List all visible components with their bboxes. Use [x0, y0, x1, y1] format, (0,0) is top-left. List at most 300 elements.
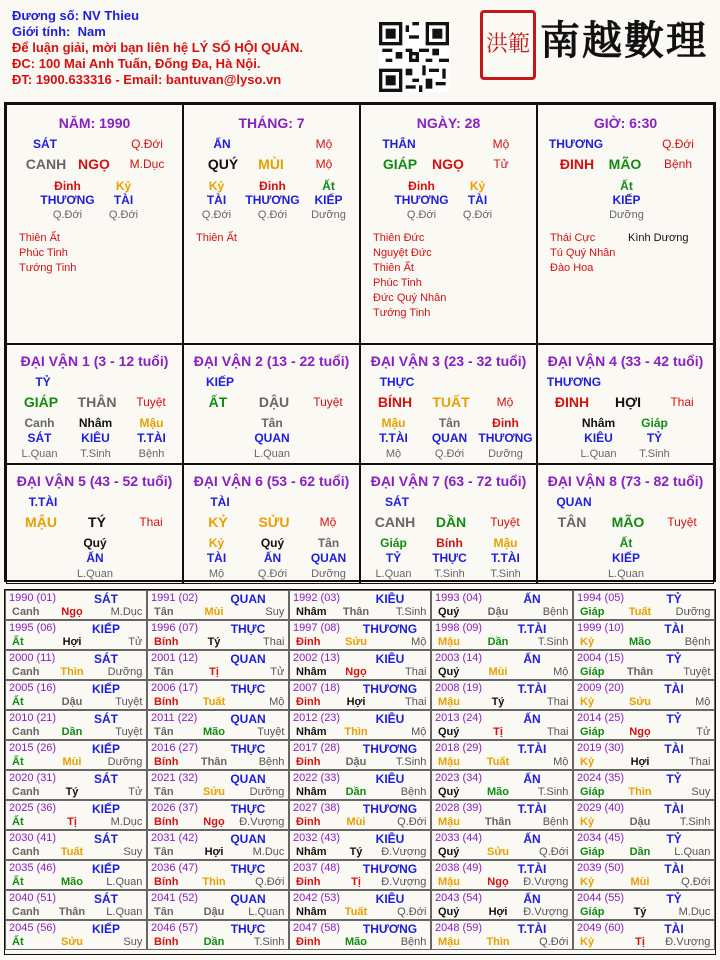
hidden-stage: Q.Đới — [108, 209, 139, 221]
year-cell[interactable] — [5, 740, 147, 770]
year-cell[interactable] — [289, 590, 431, 620]
year-branch: Tuất — [486, 756, 510, 768]
hidden-stage: T.Sinh — [639, 448, 670, 460]
year-stage: Tử — [128, 636, 143, 648]
dai-van-branch: MÃO — [611, 514, 645, 530]
year-branch: Mùi — [62, 756, 82, 768]
year-branch: Tý — [491, 696, 505, 708]
dai-van-stem: GIÁP — [23, 394, 59, 410]
year-stage: Dưỡng — [107, 756, 143, 768]
year-cell[interactable] — [147, 830, 289, 860]
year-branch: Hợi — [62, 636, 82, 648]
year-branch: Sửu — [202, 786, 226, 798]
year-branch: Ngọ — [629, 726, 651, 738]
year-stage: T.Sinh — [537, 636, 569, 648]
year-stem: Giáp — [580, 906, 605, 918]
dai-van-cell[interactable] — [6, 464, 183, 584]
year-branch: Sửu — [344, 636, 368, 648]
year-branch: Hợi — [488, 906, 508, 918]
year-god: THƯƠNG — [362, 622, 418, 636]
year-stem: Ất — [12, 636, 24, 648]
year-god: KIÊU — [375, 592, 405, 606]
year-cell[interactable] — [147, 770, 289, 800]
pillar-cell[interactable] — [6, 104, 183, 344]
dai-van-god: T.TÀI — [28, 495, 58, 509]
year-cell[interactable] — [5, 590, 147, 620]
year-cell[interactable] — [431, 680, 573, 710]
year-label: 1995 (06) — [9, 622, 57, 634]
qr-code-icon[interactable] — [379, 22, 449, 92]
year-cell[interactable] — [431, 800, 573, 830]
hidden-stage: T.Sinh — [434, 568, 465, 580]
year-stage: Thai — [404, 666, 427, 678]
pillar-cell[interactable] — [183, 104, 360, 344]
year-cell[interactable] — [431, 740, 573, 770]
year-label: 2048 (59) — [435, 922, 483, 934]
year-cell[interactable] — [289, 830, 431, 860]
year-label: 2033 (44) — [435, 832, 483, 844]
dai-van-cell[interactable] — [360, 464, 537, 584]
phone-email-line: ĐT: 1900.633316 - Email: bantuvan@lyso.vn — [12, 72, 282, 87]
year-label: 2028 (39) — [435, 802, 483, 814]
hidden-god: THỰC — [432, 551, 467, 565]
hidden-stem: Đinh — [54, 179, 81, 193]
dai-van-cell[interactable] — [537, 344, 714, 464]
year-label: 1996 (07) — [151, 622, 199, 634]
year-cell[interactable] — [147, 620, 289, 650]
year-branch: Tuất — [202, 696, 226, 708]
pillar-title: NĂM: 1990 — [58, 115, 131, 131]
year-cell[interactable] — [573, 680, 715, 710]
star-item: Thiên Ất — [196, 232, 237, 244]
year-god: T.TÀI — [517, 802, 547, 816]
year-stem: Nhâm — [296, 786, 327, 798]
year-branch: Hợi — [630, 756, 650, 768]
star-item: Kình Dương — [628, 232, 689, 244]
year-god: KIÊU — [375, 772, 405, 786]
year-cell[interactable] — [5, 920, 147, 950]
year-stem: Kỷ — [580, 756, 595, 768]
year-cell[interactable] — [147, 890, 289, 920]
hidden-god: KIẾP — [612, 193, 641, 207]
year-stage: Đ.Vượng — [239, 816, 285, 828]
year-cell[interactable] — [573, 710, 715, 740]
hidden-stage: L.Quan — [580, 448, 617, 460]
year-branch: Dần — [629, 846, 651, 858]
year-cell[interactable] — [289, 620, 431, 650]
year-stem: Bính — [154, 756, 179, 768]
dai-van-stem: ĐINH — [554, 394, 590, 410]
hidden-god: QUAN — [254, 431, 290, 445]
year-cell[interactable] — [5, 800, 147, 830]
year-stem: Kỷ — [580, 696, 595, 708]
year-cell[interactable] — [147, 590, 289, 620]
year-cell[interactable] — [573, 920, 715, 950]
hidden-stem: Giáp — [380, 536, 407, 550]
hidden-stage: Mộ — [208, 568, 225, 580]
year-branch: Dậu — [629, 816, 651, 828]
heavenly-stem: QUÝ — [207, 156, 239, 172]
star-item: Tướng Tinh — [19, 262, 77, 274]
year-cell[interactable] — [147, 860, 289, 890]
year-branch: Hợi — [346, 696, 366, 708]
dai-van-stem: MẬU — [25, 514, 57, 530]
dai-van-cell[interactable] — [360, 344, 537, 464]
year-branch: Tý — [349, 846, 363, 858]
year-label: 2006 (17) — [151, 682, 199, 694]
dai-van-stem: BÍNH — [377, 394, 413, 410]
year-cell[interactable] — [431, 590, 573, 620]
pillar-title: NGÀY: 28 — [416, 115, 481, 131]
pillar-stage: Mộ — [315, 137, 333, 151]
year-label: 2021 (32) — [151, 772, 199, 784]
year-cell[interactable] — [289, 650, 431, 680]
hidden-stem: Tân — [317, 536, 340, 550]
year-stem: Giáp — [580, 726, 605, 738]
year-label: 1994 (05) — [577, 592, 625, 604]
star-item: Tướng Tinh — [373, 307, 431, 319]
year-cell[interactable] — [147, 650, 289, 680]
year-stem: Mậu — [438, 876, 460, 888]
dai-van-stem: KỶ — [208, 514, 228, 530]
year-cell[interactable] — [147, 680, 289, 710]
year-cell[interactable] — [5, 890, 147, 920]
pillar-god: THÂN — [382, 137, 416, 151]
year-god: TÀI — [664, 682, 684, 696]
year-cell[interactable] — [147, 740, 289, 770]
year-stem: Mậu — [438, 756, 460, 768]
hidden-stem: Giáp — [641, 416, 668, 430]
year-stem: Giáp — [580, 666, 605, 678]
year-label: 2029 (40) — [577, 802, 625, 814]
year-cell[interactable] — [289, 800, 431, 830]
hidden-god: QUAN — [431, 431, 468, 445]
year-stem: Canh — [12, 786, 40, 798]
year-stage: Mộ — [269, 696, 285, 708]
year-cell[interactable] — [289, 890, 431, 920]
year-cell[interactable] — [5, 710, 147, 740]
year-stage: Dưỡng — [675, 606, 711, 618]
year-cell[interactable] — [573, 890, 715, 920]
dai-van-branch: TUẤT — [432, 394, 470, 410]
hidden-stem: Quý — [83, 536, 107, 550]
dai-van-cell[interactable] — [537, 464, 714, 584]
year-label: 2020 (31) — [9, 772, 57, 784]
year-stem: Canh — [12, 666, 40, 678]
heavenly-stem: GIÁP — [382, 156, 418, 172]
hidden-god: TÀI — [113, 193, 134, 207]
year-label: 2042 (53) — [293, 892, 341, 904]
year-god: KIẾP — [91, 922, 120, 936]
heavenly-stem: CANH — [25, 156, 67, 172]
year-label: 2011 (22) — [151, 712, 198, 724]
year-cell[interactable] — [573, 590, 715, 620]
hidden-stem: Kỷ — [208, 536, 225, 550]
year-cell[interactable] — [573, 860, 715, 890]
year-branch: Thân — [342, 606, 370, 618]
dai-van-stage: Thai — [670, 395, 694, 409]
year-label: 2049 (60) — [577, 922, 625, 934]
year-label: 2009 (20) — [577, 682, 625, 694]
year-stage: Mộ — [553, 666, 569, 678]
hidden-stem: Mậu — [139, 416, 164, 430]
year-cell[interactable] — [573, 620, 715, 650]
year-stage: Bệnh — [258, 756, 285, 768]
year-cell[interactable] — [573, 740, 715, 770]
dai-van-branch: DẬU — [258, 394, 290, 410]
hidden-stage: Dưỡng — [488, 448, 523, 460]
year-stage: Tử — [696, 726, 711, 738]
year-cell[interactable] — [289, 710, 431, 740]
year-god: QUAN — [230, 592, 266, 606]
year-god: T.TÀI — [517, 622, 547, 636]
year-stage: L.Quan — [106, 876, 143, 888]
year-cell[interactable] — [431, 710, 573, 740]
year-stage: M.Dục — [678, 906, 711, 918]
year-stage: T.Sinh — [679, 816, 711, 828]
year-cell[interactable] — [431, 650, 573, 680]
hidden-stage: T.Sinh — [490, 568, 521, 580]
dai-van-stem: ẤT — [208, 394, 228, 410]
year-god: SÁT — [94, 832, 118, 846]
year-god: ẤN — [523, 652, 541, 666]
year-stage: Bệnh — [542, 606, 569, 618]
year-label: 2007 (18) — [293, 682, 341, 694]
year-branch: Sửu — [486, 846, 510, 858]
year-stage: Dưỡng — [249, 786, 285, 798]
year-branch: Dậu — [61, 696, 83, 708]
year-cell[interactable] — [5, 770, 147, 800]
year-cell[interactable] — [573, 650, 715, 680]
year-cell[interactable] — [5, 860, 147, 890]
year-stem: Quý — [438, 666, 460, 678]
year-cell[interactable] — [5, 620, 147, 650]
pillar-stage: Q.Đới — [662, 137, 694, 151]
year-cell[interactable] — [5, 650, 147, 680]
pillar-title: THÁNG: 7 — [238, 115, 305, 131]
year-cell[interactable] — [147, 800, 289, 830]
year-god: KIẾP — [91, 862, 120, 876]
hidden-god: KIÊU — [81, 431, 110, 445]
year-god: TÀI — [664, 742, 684, 756]
dai-van-cell[interactable] — [183, 344, 360, 464]
hidden-god: KIÊU — [584, 431, 613, 445]
year-god: QUAN — [230, 832, 266, 846]
year-branch: Mùi — [346, 816, 366, 828]
star-item: Phúc Tinh — [373, 277, 422, 289]
year-cell[interactable] — [289, 740, 431, 770]
year-god: THƯƠNG — [362, 742, 418, 756]
year-cell[interactable] — [431, 620, 573, 650]
year-cell[interactable] — [289, 860, 431, 890]
address-line: ĐC: 100 Mai Anh Tuấn, Đống Đa, Hà Nội. — [12, 56, 261, 71]
hidden-stem: Nhâm — [78, 416, 113, 430]
year-god: T.TÀI — [517, 862, 547, 876]
year-god: TÀI — [664, 622, 684, 636]
year-stem: Kỷ — [580, 816, 595, 828]
year-stage: Suy — [691, 786, 711, 798]
year-label: 2037 (48) — [293, 862, 341, 874]
year-cell[interactable] — [289, 680, 431, 710]
hidden-god: THƯƠNG — [245, 193, 300, 207]
year-stem: Ất — [12, 756, 24, 768]
hidden-stem: Ất — [322, 179, 335, 193]
year-label: 2022 (33) — [293, 772, 341, 784]
year-label: 2041 (52) — [151, 892, 199, 904]
red-seal: 洪範 — [480, 10, 536, 80]
hidden-stem: Đinh — [492, 416, 519, 430]
year-branch: Mùi — [204, 606, 224, 618]
year-stem: Bính — [154, 936, 179, 948]
year-cell[interactable] — [573, 770, 715, 800]
year-stem: Quý — [438, 606, 460, 618]
year-stem: Ất — [12, 816, 24, 828]
year-cell[interactable] — [431, 770, 573, 800]
earthly-branch: MÙI — [258, 156, 284, 172]
year-stage: T.Sinh — [395, 606, 427, 618]
year-label: 2001 (12) — [151, 652, 199, 664]
year-cell[interactable] — [431, 830, 573, 860]
dai-van-stage: Tuyệt — [490, 515, 520, 529]
year-stem: Quý — [438, 726, 460, 738]
year-cell[interactable] — [5, 830, 147, 860]
year-stem: Canh — [12, 846, 40, 858]
year-stage: M.Dục — [110, 816, 143, 828]
year-branch: Thìn — [486, 936, 510, 948]
hidden-stage: Dưỡng — [311, 209, 346, 221]
year-label: 2038 (49) — [435, 862, 483, 874]
year-cell[interactable] — [431, 890, 573, 920]
year-cell[interactable] — [289, 770, 431, 800]
hidden-god: T.TÀI — [379, 431, 408, 445]
year-stage: T.Sinh — [253, 936, 285, 948]
year-stem: Ất — [12, 936, 24, 948]
year-stage: Q.Đới — [681, 876, 711, 888]
year-cell[interactable] — [573, 800, 715, 830]
year-cell[interactable] — [289, 920, 431, 950]
star-item: Thái Cực — [550, 232, 596, 244]
dai-van-cell[interactable] — [183, 464, 360, 584]
year-label: 2032 (43) — [293, 832, 341, 844]
dai-van-branch: DẦN — [435, 514, 467, 530]
hidden-stage: Q.Đới — [257, 568, 288, 580]
dai-van-stem: CANH — [374, 514, 416, 530]
hidden-god: TỶ — [646, 431, 663, 445]
year-stem: Đinh — [296, 696, 321, 708]
year-branch: Tị — [67, 816, 77, 828]
hidden-stage: Q.Đới — [257, 209, 288, 221]
year-stem: Mậu — [438, 636, 460, 648]
year-cell[interactable] — [147, 920, 289, 950]
star-item: Phúc Tinh — [19, 247, 68, 259]
year-stage: Tuyệt — [115, 696, 143, 708]
hidden-stage: Q.Đới — [201, 209, 232, 221]
dai-van-god: SÁT — [385, 495, 409, 509]
year-god: THỰC — [230, 742, 266, 756]
year-stage: Thai — [546, 726, 569, 738]
year-label: 2014 (25) — [577, 712, 625, 724]
star-item: Tú Quý Nhân — [550, 247, 616, 259]
pillar-god: THƯƠNG — [548, 137, 604, 151]
dai-van-cell[interactable] — [6, 344, 183, 464]
year-branch: Ngọ — [345, 666, 367, 678]
year-god: ẤN — [523, 772, 541, 786]
hidden-god: KIẾP — [314, 193, 343, 207]
year-stage: Suy — [265, 606, 285, 618]
pillar-god: ẤN — [213, 137, 231, 151]
year-stage: M.Dục — [110, 606, 143, 618]
year-god: THƯƠNG — [362, 922, 418, 936]
dai-van-title: ĐẠI VẬN 3 (23 - 32 tuổi) — [370, 353, 527, 369]
star-item: Thiên Ất — [19, 232, 60, 244]
year-label: 2010 (21) — [9, 712, 57, 724]
hidden-god: TÀI — [206, 193, 227, 207]
dai-van-stage: Tuyệt — [136, 395, 166, 409]
year-branch: Mão — [487, 786, 509, 798]
earthly-branch: NGỌ — [78, 156, 110, 172]
year-label: 1993 (04) — [435, 592, 483, 604]
year-god: T.TÀI — [517, 922, 547, 936]
hidden-god: THƯƠNG — [478, 431, 533, 445]
year-stage: T.Sinh — [395, 756, 427, 768]
hidden-god: QUAN — [310, 551, 347, 565]
year-stage: Q.Đới — [397, 906, 427, 918]
year-cell[interactable] — [5, 680, 147, 710]
hidden-stem: Mậu — [381, 416, 406, 430]
year-stem: Nhâm — [296, 666, 327, 678]
year-stage: Bệnh — [542, 816, 569, 828]
hidden-stem: Đinh — [408, 179, 435, 193]
year-cell[interactable] — [431, 860, 573, 890]
year-label: 1991 (02) — [151, 592, 199, 604]
year-stage: L.Quan — [248, 906, 285, 918]
hidden-god: T.TÀI — [137, 431, 166, 445]
hidden-god: TÀI — [206, 551, 227, 565]
earthly-branch: MÃO — [608, 156, 642, 172]
dai-van-title: ĐẠI VẬN 8 (73 - 82 tuổi) — [547, 473, 704, 489]
year-god: ẤN — [523, 712, 541, 726]
branch-stage: Tử — [493, 157, 509, 171]
year-stage: Q.Đới — [255, 876, 285, 888]
year-cell[interactable] — [431, 920, 573, 950]
dai-van-title: ĐẠI VẬN 4 (33 - 42 tuổi) — [547, 353, 704, 369]
pillar-cell[interactable] — [360, 104, 537, 344]
year-branch: Mùi — [488, 666, 508, 678]
year-cell[interactable] — [573, 830, 715, 860]
year-stage: Mộ — [411, 726, 427, 738]
pillar-cell[interactable] — [537, 104, 714, 344]
hidden-god: THƯƠNG — [40, 193, 95, 207]
year-stage: Bệnh — [400, 786, 427, 798]
year-branch: Hợi — [204, 846, 224, 858]
year-god: KIÊU — [375, 892, 405, 906]
year-label: 2019 (30) — [577, 742, 625, 754]
year-label: 2039 (50) — [577, 862, 625, 874]
year-stage: Bệnh — [400, 936, 427, 948]
year-cell[interactable] — [147, 710, 289, 740]
year-label: 2044 (55) — [577, 892, 625, 904]
year-branch: Tị — [351, 876, 361, 888]
branch-stage: Bệnh — [663, 157, 693, 171]
year-label: 2018 (29) — [435, 742, 483, 754]
hidden-stem: Đinh — [259, 179, 286, 193]
year-stage: Suy — [123, 846, 143, 858]
hidden-god: ẤN — [86, 551, 104, 565]
year-stem: Nhâm — [296, 606, 327, 618]
year-branch: Mão — [629, 636, 651, 648]
dai-van-title: ĐẠI VẬN 6 (53 - 62 tuổi) — [193, 473, 350, 489]
chart-grid — [4, 102, 716, 582]
